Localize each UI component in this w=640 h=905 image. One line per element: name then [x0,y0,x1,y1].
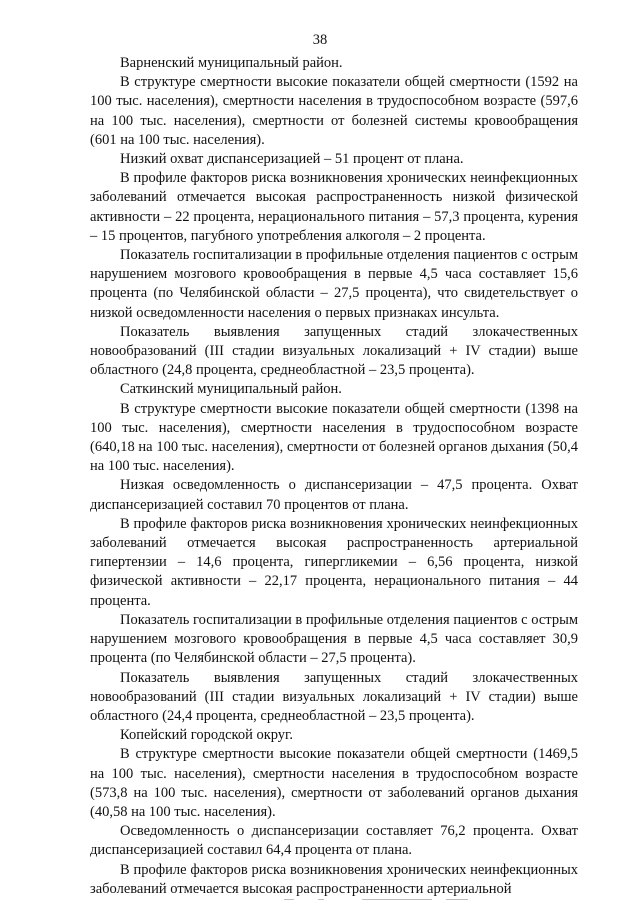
paragraph: Низкий охват диспансеризацией – 51 процент от плана. [120,151,464,168]
paragraph: В структуре смертности высокие показатели общей смертности (1592 на 100 тыс. населения), смертности населения в трудоспособном возрасте (597,6 на 100 тыс. населения), смертности от болезней системы кровообращения (601 на 100 тыс. населения). [90,74,578,148]
paragraph: Осведомленность о диспансеризации составляет 76,2 процента. Охват диспансеризацией составил 64,4 процента от плана. [90,823,578,859]
paragraph: В структуре смертности высокие показатели общей смертности (1398 на 100 тыс. населения), смертности населения в трудоспособном возрасте (640,18 на 100 тыс. населения), смертности от болезней органов дыхания (50,4 на 100 тыс. населения). [90,400,578,475]
paragraph: Показатель выявления запущенных стадий злокачественных новообразований (III стадии визуальных локализаций + IV стадии) выше областного (24,8 процента, среднеобластной – 23,5 процента). [90,323,578,379]
paragraph: Варненский муниципальный район. [120,55,343,71]
paragraph: В структуре смертности высокие показатели общей смертности (1469,5 на 100 тыс. населения), смертности населения в трудоспособном возрасте (573,8 на 100 тыс. населения), смертности от заболеваний органов дыхания (40,58 на 100 тыс. населения). [90,746,578,820]
paragraph: Саткинский муниципальный район. [120,381,342,398]
paragraph: Низкая осведомленность о диспансеризации – 47,5 процента. Охват диспансеризацией составил 70 процентов от плана. [90,477,578,513]
paragraph: В профиле факторов риска возникновения хронических неинфекционных заболеваний отмечается высокая распространенность низкой физической активности – 22 процента, нерационального питания – 57,3 процента, курения – 15 процентов, пагубного употребления алкоголя – 2 процента. [90,170,578,244]
scan-artifact-line [0,893,640,905]
document-body [90,54,578,899]
page-number: 38 [312,32,328,48]
paragraph: Копейский городской округ. [120,727,293,744]
paragraph: Показатель госпитализации в профильные отделения пациентов с острым нарушением мозгового кровообращения в первые 4,5 часа составляет 15,6 процента (по Челябинской области – 27,5 процента), что свидетельствует о низкой осведомленности населения о первых признаках инсульта. [90,247,578,321]
paragraph: Показатель госпитализации в профильные отделения пациентов с острым нарушением мозгового кровообращения в первые 4,5 часа составляет 30,9 процента (по Челябинской области – 27,5 процента). [90,611,578,667]
paragraph: В профиле факторов риска возникновения хронических неинфекционных заболеваний отмечается высокая распространенности артериальной [90,861,578,897]
paragraph: В профиле факторов риска возникновения хронических неинфекционных заболеваний отмечается высокая распространенность артериальной гипертензии – 14,6 процента, гипергликемии – 6,56 процента, низкой физической активности – 22,17 процента, нерационального питания – 44 процента. [90,515,578,609]
paragraph: Показатель выявления запущенных стадий злокачественных новообразований (III стадии визуальных локализаций + IV стадии) выше областного (24,4 процента, среднеобластной – 23,5 процента). [90,669,578,724]
